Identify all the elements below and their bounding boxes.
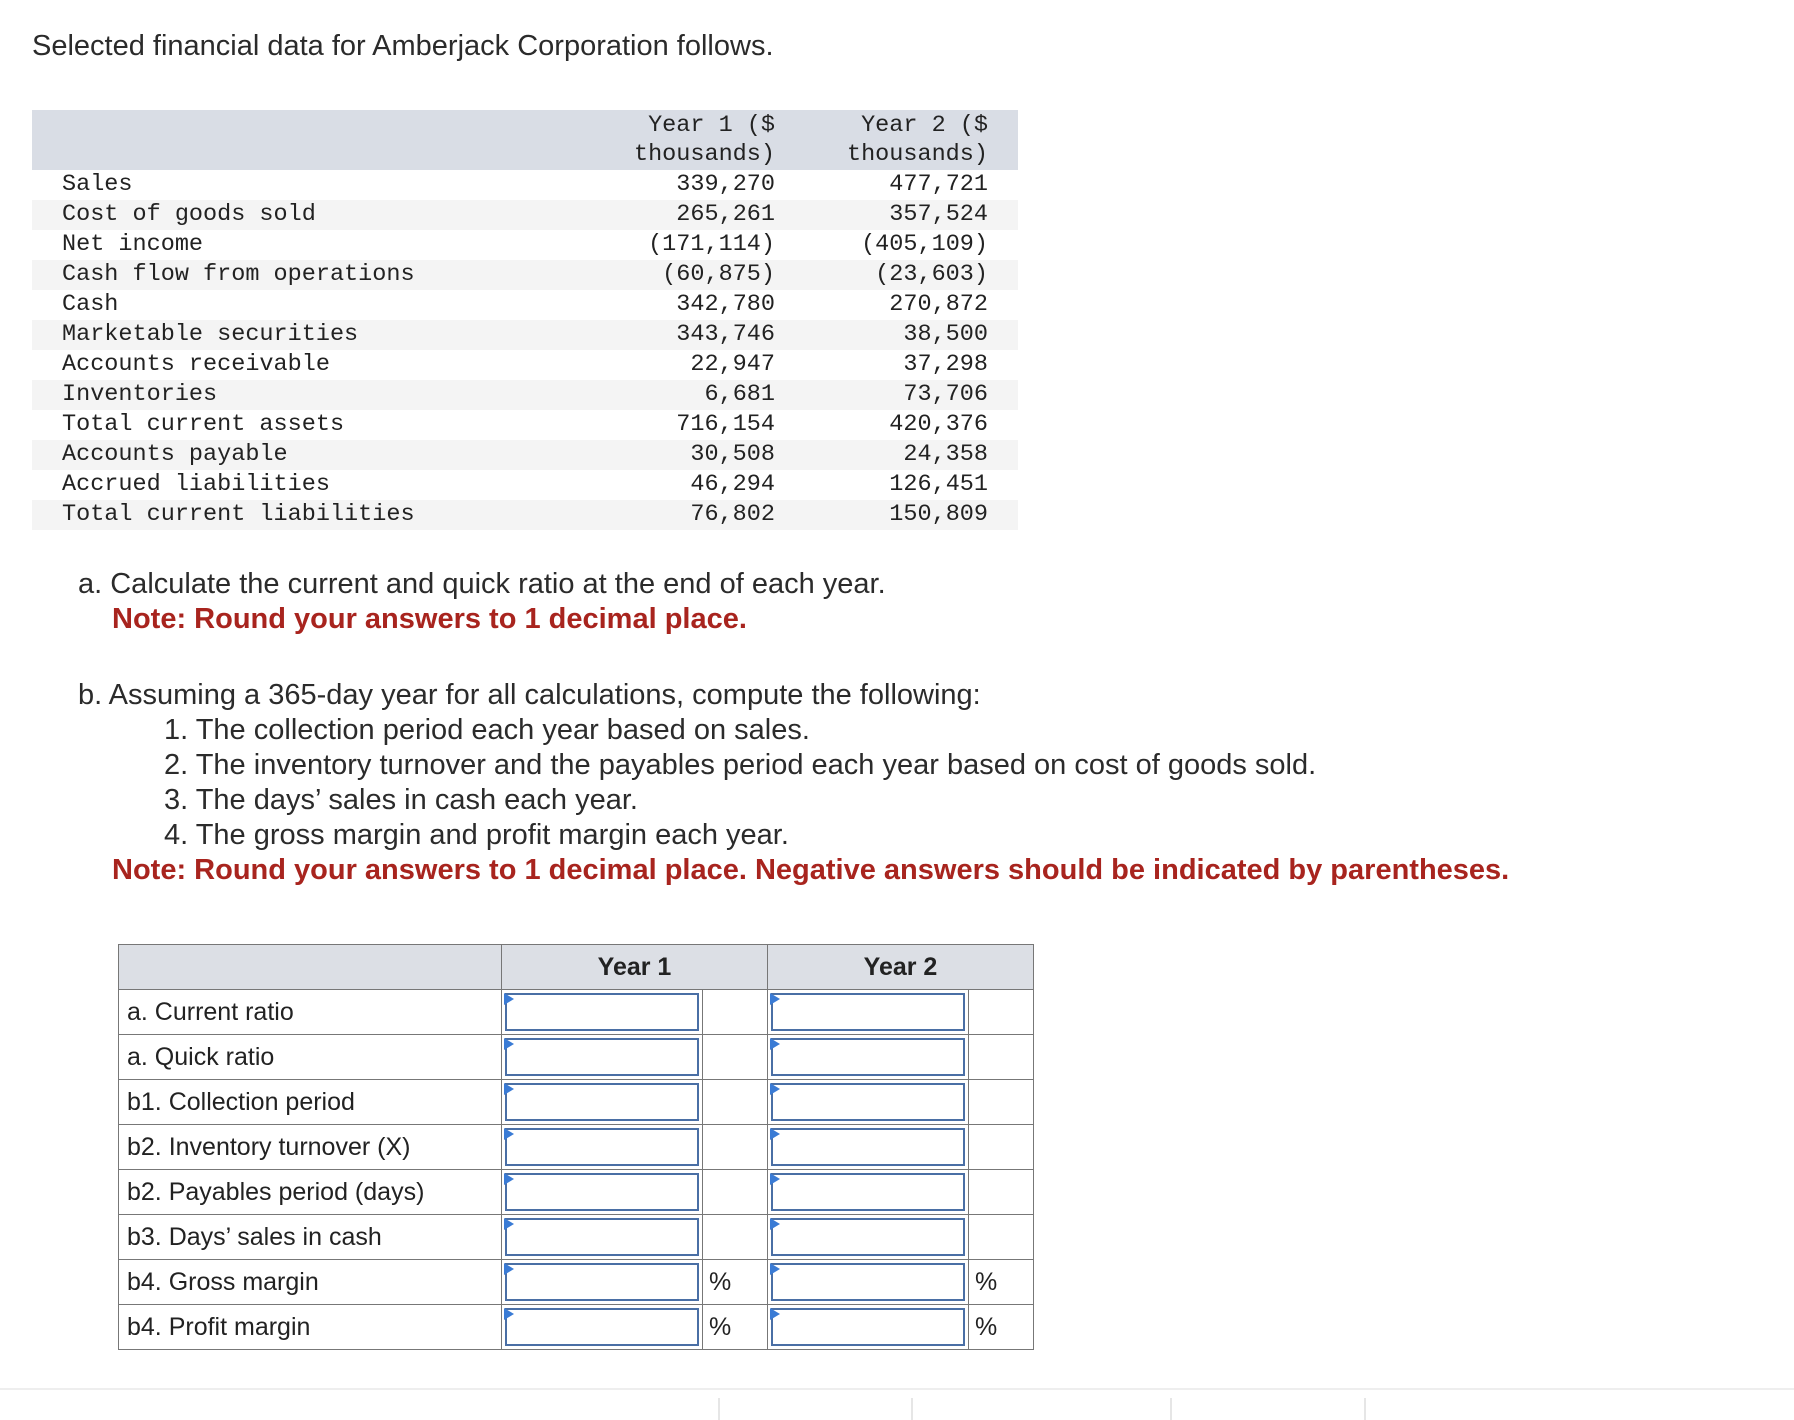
table-header-row: [32, 110, 1018, 170]
answer-input-cell: [502, 1215, 703, 1260]
answer-header-row: [119, 945, 1034, 990]
footer-tick: [718, 1398, 720, 1420]
cell-marker-icon: [504, 1263, 514, 1275]
row-year2-value: 38,500: [795, 320, 1018, 350]
answer-input-cell: [502, 1035, 703, 1080]
question-a: [78, 567, 886, 637]
row-year1-value: 343,746: [595, 320, 795, 350]
table-row: [32, 290, 1018, 320]
table-row: [32, 440, 1018, 470]
cell-marker-icon: [504, 1173, 514, 1185]
row-year1-value: 342,780: [676, 291, 775, 318]
row-year2-value: 357,524: [795, 200, 1018, 230]
answer-input-cell: [502, 1260, 703, 1305]
year2-answer-input[interactable]: [771, 1218, 965, 1256]
unit-label: %: [969, 1305, 1034, 1350]
answer-table: [118, 944, 1034, 1350]
row-year1-value: 30,508: [595, 440, 795, 470]
year1-answer-input[interactable]: [505, 993, 699, 1031]
header-blank: [32, 110, 595, 170]
row-year1-value: 46,294: [690, 471, 775, 498]
footer-tick: [1364, 1398, 1366, 1420]
row-label: Marketable securities: [32, 320, 595, 350]
answer-input-cell: [768, 1125, 969, 1170]
cell-marker-icon: [504, 1308, 514, 1320]
unit-label: [703, 1035, 768, 1080]
year1-answer-input[interactable]: [505, 1128, 699, 1166]
question-a-text: a. Calculate the current and quick ratio at the end of each year.: [78, 568, 886, 600]
unit-label: %: [703, 1260, 768, 1305]
footer-tick: [1170, 1398, 1172, 1420]
row-label: Net income: [62, 231, 204, 258]
row-label: Total current liabilities: [32, 500, 595, 530]
row-label: Inventories: [32, 380, 595, 410]
question-b-text: b. Assuming a 365-day year for all calculations, compute the following:: [78, 679, 981, 711]
row-year1-value: 265,261: [595, 200, 795, 230]
answer-row: [119, 1305, 1034, 1350]
cell-marker-icon: [770, 1083, 780, 1095]
year1-answer-input[interactable]: [505, 1038, 699, 1076]
answer-input-cell: [768, 1215, 969, 1260]
answer-row-label: a. Current ratio: [119, 990, 502, 1035]
unit-label: [969, 1125, 1034, 1170]
year2-answer-input[interactable]: [771, 1128, 965, 1166]
question-b-item: 4. The gross margin and profit margin each year.: [164, 819, 789, 851]
row-year2-value: (405,109): [861, 231, 988, 258]
cell-marker-icon: [770, 1173, 780, 1185]
table-row: [32, 170, 1018, 200]
answer-input-cell: [768, 1035, 969, 1080]
row-year2-value: (23,603): [795, 260, 1018, 290]
answer-input-cell: [502, 1170, 703, 1215]
answer-row: [119, 1125, 1034, 1170]
unit-label: [969, 990, 1034, 1035]
unit-label: [703, 1080, 768, 1125]
answer-row: [119, 1215, 1034, 1260]
row-year2-value: 37,298: [903, 351, 988, 378]
cell-marker-icon: [504, 993, 514, 1005]
answer-row: [119, 1035, 1034, 1080]
cell-marker-icon: [504, 1128, 514, 1140]
question-b-list: [78, 713, 1509, 853]
answer-input-cell: [768, 1080, 969, 1125]
row-year2-value: 477,721: [889, 171, 988, 198]
table-row: [32, 470, 1018, 500]
year1-answer-input[interactable]: [505, 1263, 699, 1301]
cell-marker-icon: [770, 1308, 780, 1320]
intro-text: Selected financial data for Amberjack Corporation follows.: [32, 30, 774, 62]
header-year2: Year 2 ($ thousands): [795, 110, 1018, 170]
answer-row: [119, 1080, 1034, 1125]
table-row: [32, 410, 1018, 440]
footer-tick: [911, 1398, 913, 1420]
cell-marker-icon: [504, 1083, 514, 1095]
answer-input-cell: [768, 1260, 969, 1305]
cell-marker-icon: [504, 1218, 514, 1230]
table-row: [32, 500, 1018, 530]
unit-label: [703, 1215, 768, 1260]
cell-marker-icon: [770, 993, 780, 1005]
answer-input-cell: [768, 990, 969, 1035]
answer-input-cell: [502, 1080, 703, 1125]
unit-label: [703, 1125, 768, 1170]
row-label: Total current assets: [62, 411, 345, 438]
answer-input-cell: [502, 990, 703, 1035]
row-year2-value: 420,376: [889, 411, 988, 438]
unit-label: [969, 1215, 1034, 1260]
answer-row-label: b4. Profit margin: [119, 1305, 502, 1350]
unit-label: [703, 1170, 768, 1215]
year2-answer-input[interactable]: [771, 993, 965, 1031]
unit-label: %: [969, 1260, 1034, 1305]
question-a-note: Note: Round your answers to 1 decimal place.: [112, 603, 747, 635]
cell-marker-icon: [770, 1128, 780, 1140]
answer-row: [119, 1260, 1034, 1305]
answer-input-cell: [502, 1305, 703, 1350]
row-label: Accounts payable: [32, 440, 595, 470]
unit-label: [969, 1080, 1034, 1125]
unit-label: [969, 1170, 1034, 1215]
financial-data-table: [32, 110, 1018, 530]
question-b-item: 1. The collection period each year based on sales.: [164, 714, 810, 746]
row-year2-value: 24,358: [795, 440, 1018, 470]
table-row: [32, 230, 1018, 260]
answer-row-label: b2. Inventory turnover (X): [119, 1125, 502, 1170]
table-row: [32, 260, 1018, 290]
cell-marker-icon: [770, 1218, 780, 1230]
question-b-note: Note: Round your answers to 1 decimal place. Negative answers should be indicated by parentheses.: [112, 854, 1510, 886]
year1-answer-input[interactable]: [505, 1308, 699, 1346]
year1-answer-input[interactable]: [505, 1083, 699, 1121]
year2-answer-input[interactable]: [771, 1173, 965, 1211]
cell-marker-icon: [770, 1263, 780, 1275]
answer-header-year2: Year 2: [768, 945, 1034, 990]
row-year2-value: 126,451: [889, 471, 988, 498]
year1-answer-input[interactable]: [505, 1173, 699, 1211]
row-year1-value: 716,154: [676, 411, 775, 438]
answer-row-label: a. Quick ratio: [119, 1035, 502, 1080]
question-b-item: 2. The inventory turnover and the payables period each year based on cost of goods sold.: [164, 749, 1317, 781]
year2-answer-input[interactable]: [771, 1308, 965, 1346]
unit-label: %: [703, 1305, 768, 1350]
answer-row-label: b1. Collection period: [119, 1080, 502, 1125]
row-year2-value: 73,706: [795, 380, 1018, 410]
unit-label: [703, 990, 768, 1035]
question-b: [78, 678, 1509, 888]
answer-row-label: b4. Gross margin: [119, 1260, 502, 1305]
answer-header-year1: Year 1: [502, 945, 768, 990]
row-year1-value: 22,947: [690, 351, 775, 378]
answer-input-cell: [768, 1305, 969, 1350]
answer-header-blank: [119, 945, 502, 990]
row-year1-value: 76,802: [595, 500, 795, 530]
row-label: Cash: [62, 291, 119, 318]
row-year2-value: 150,809: [795, 500, 1018, 530]
row-label: Accrued liabilities: [62, 471, 330, 498]
header-year1: Year 1 ($ thousands): [595, 110, 795, 170]
row-year2-value: 270,872: [889, 291, 988, 318]
table-row: [32, 350, 1018, 380]
row-label: Cash flow from operations: [32, 260, 595, 290]
row-year1-value: 6,681: [595, 380, 795, 410]
row-label: Sales: [62, 171, 133, 198]
row-year1-value: (60,875): [595, 260, 795, 290]
answer-input-cell: [502, 1125, 703, 1170]
cell-marker-icon: [504, 1038, 514, 1050]
row-label: Cost of goods sold: [32, 200, 595, 230]
table-row: [32, 380, 1018, 410]
table-row: [32, 200, 1018, 230]
answer-row-label: b2. Payables period (days): [119, 1170, 502, 1215]
answer-row: [119, 990, 1034, 1035]
year2-answer-input[interactable]: [771, 1263, 965, 1301]
row-year1-value: 339,270: [676, 171, 775, 198]
year2-answer-input[interactable]: [771, 1083, 965, 1121]
table-row: [32, 320, 1018, 350]
unit-label: [969, 1035, 1034, 1080]
row-label: Accounts receivable: [62, 351, 330, 378]
year1-answer-input[interactable]: [505, 1218, 699, 1256]
answer-row: [119, 1170, 1034, 1215]
year2-answer-input[interactable]: [771, 1038, 965, 1076]
question-b-item: 3. The days’ sales in cash each year.: [164, 784, 638, 816]
cell-marker-icon: [770, 1038, 780, 1050]
answer-row-label: b3. Days’ sales in cash: [119, 1215, 502, 1260]
answer-input-cell: [768, 1170, 969, 1215]
row-year1-value: (171,114): [648, 231, 775, 258]
footer-divider: [0, 1388, 1794, 1390]
